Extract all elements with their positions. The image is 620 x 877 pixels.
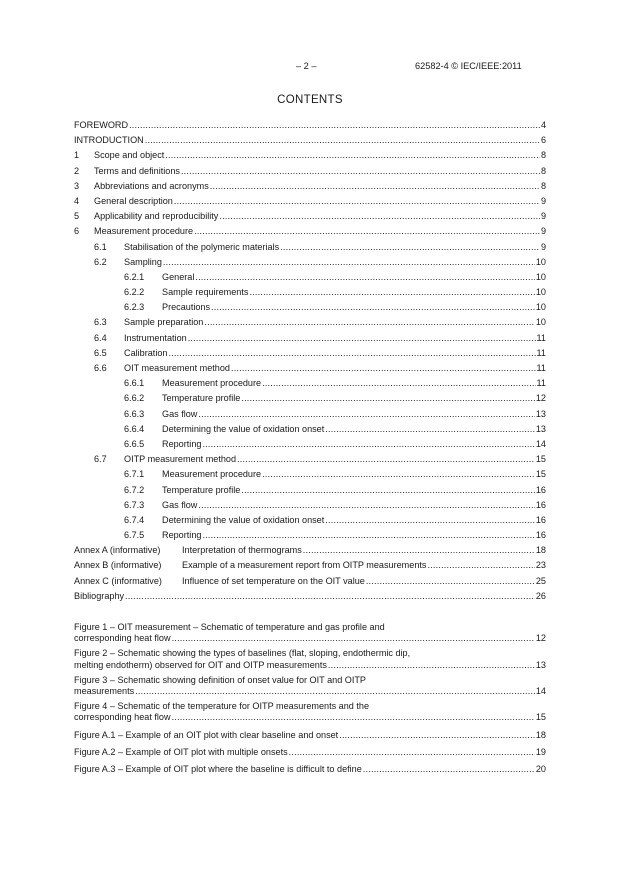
figure-entry-last-line	[74, 764, 546, 775]
toc-entry-page: 8	[540, 180, 546, 191]
toc-entry-page: 15	[535, 469, 546, 480]
leader-dots	[129, 118, 540, 133]
toc-entry-label: FOREWORD	[74, 120, 129, 130]
toc-entry[interactable]	[74, 240, 546, 255]
figure-entry-label: Figure A.3 – Example of OIT plot where the baseline is difficult to define	[74, 764, 362, 775]
leader-dots	[172, 712, 535, 723]
toc-entry-number: 6.6.1	[124, 378, 145, 389]
toc-entry[interactable]	[74, 270, 546, 285]
toc-entry[interactable]	[74, 391, 546, 406]
toc-entries	[74, 118, 546, 604]
toc-entry[interactable]	[74, 422, 546, 437]
toc-entry-label: Determining the value of oxidation onset	[162, 423, 325, 434]
figure-entry-first-line: Figure 3 – Schematic showing definition of onset value for OIT and OITP	[74, 674, 366, 685]
leader-dots	[163, 255, 535, 270]
toc-entry[interactable]	[74, 452, 546, 467]
figure-entry[interactable]	[74, 622, 546, 644]
toc-entry-page: 15	[535, 454, 546, 465]
toc-entry[interactable]	[74, 179, 546, 194]
figure-entry-label: corresponding heat flow	[74, 633, 171, 644]
leader-dots	[219, 209, 540, 224]
toc-entry[interactable]	[74, 148, 546, 163]
toc-entry[interactable]	[74, 133, 546, 148]
leader-dots	[427, 558, 534, 573]
toc-entry-number: 6	[74, 226, 80, 237]
toc-entry-number: 6.2	[94, 256, 107, 267]
leader-dots	[125, 589, 535, 604]
toc-entry-number: 6.6.2	[124, 393, 145, 404]
toc-entry-page: 10	[535, 256, 546, 267]
leader-dots	[366, 574, 535, 589]
figure-entry-page: 20	[535, 764, 546, 775]
figure-entry-page: 15	[535, 712, 546, 723]
toc-entry-number: 2	[74, 165, 80, 176]
toc-entry-label: Determining the value of oxidation onset	[162, 514, 325, 525]
toc-entry-page: 16	[535, 484, 546, 495]
toc-entry-number: 6.6	[94, 363, 107, 373]
toc-entry-page: 10	[535, 271, 546, 282]
toc-entry-page: 10	[535, 302, 546, 313]
toc-entry-page: 6	[540, 135, 546, 146]
leader-dots	[202, 528, 534, 543]
leader-dots	[188, 331, 536, 346]
toc-entry[interactable]	[74, 194, 546, 209]
toc-figures-gap	[74, 604, 546, 622]
leader-dots	[325, 422, 535, 437]
toc-entry-label: Reporting	[162, 530, 202, 541]
toc-entry-label: Sample requirements	[162, 287, 249, 298]
standard-reference: 62582-4 © IEC/IEEE:2011	[415, 61, 522, 71]
figure-entry-label: Figure A.2 – Example of OIT plot with multiple onsets	[74, 746, 288, 757]
toc-entry-page: 9	[540, 195, 546, 206]
leader-dots	[168, 346, 535, 361]
toc-entry-number: Annex C (informative)	[74, 575, 162, 586]
toc-entry-label: Gas flow	[162, 499, 198, 510]
leader-dots	[237, 452, 535, 467]
toc-entry-page: 8	[540, 150, 546, 161]
figure-entry[interactable]	[74, 675, 546, 697]
toc-entry-label: Abbreviations and acronyms	[94, 180, 209, 191]
figure-entry-last-line	[74, 633, 546, 644]
figure-entry-label: Figure A.1 – Example of an OIT plot with clear baseline and onset	[74, 729, 339, 740]
toc-entry-label: Reporting	[162, 438, 202, 449]
leader-dots	[172, 633, 535, 644]
toc-entry-page: 11	[536, 332, 546, 343]
toc-entry-number: 6.7.4	[124, 514, 145, 525]
toc-entry-page: 23	[535, 560, 546, 571]
toc-entry-number: 6.7.3	[124, 499, 145, 510]
leader-dots	[174, 194, 540, 209]
toc-entry[interactable]	[74, 300, 546, 315]
toc-entry-number: 6.7.1	[124, 469, 145, 480]
toc-entry[interactable]	[74, 558, 546, 573]
leader-dots	[181, 164, 540, 179]
toc-entry-label: INTRODUCTION	[74, 135, 144, 146]
toc-entry-label: General description	[94, 195, 173, 206]
toc-entry-page: 12	[535, 393, 546, 404]
toc-entry-label: Example of a measurement report from OITP measurements	[182, 560, 427, 571]
figure-entry-label: corresponding heat flow	[74, 712, 171, 723]
toc-entry[interactable]	[74, 543, 546, 558]
leader-dots	[325, 513, 535, 528]
leader-dots	[202, 437, 534, 452]
leader-dots	[289, 747, 535, 758]
figure-entry-label: melting endotherm) observed for OIT and OITP measurements	[74, 659, 327, 670]
leader-dots	[135, 686, 535, 697]
page-number: – 2 –	[296, 61, 317, 71]
figure-entry-last-line	[74, 712, 546, 723]
toc-entry[interactable]	[74, 513, 546, 528]
figure-entry-page: 19	[535, 746, 546, 757]
toc-entry-label: Gas flow	[162, 408, 198, 419]
toc-entry[interactable]	[74, 498, 546, 513]
figure-entry-page: 13	[535, 659, 546, 670]
toc-entry-number: 6.7.5	[124, 530, 145, 541]
toc-entry-label: OIT measurement method	[124, 363, 230, 373]
toc-entry-page: 25	[535, 575, 546, 586]
toc-entry-page: 11	[536, 378, 546, 389]
leader-dots	[211, 300, 535, 315]
toc-entry-number: 1	[74, 150, 80, 161]
toc-entry-number: 6.5	[94, 347, 107, 358]
contents-title: CONTENTS	[277, 94, 343, 106]
toc-entry[interactable]	[74, 574, 546, 589]
figure-entry[interactable]	[74, 701, 546, 723]
toc-entry[interactable]	[74, 407, 546, 422]
toc-entry[interactable]	[74, 483, 546, 498]
toc-entry-number: 6.2.3	[124, 302, 145, 313]
figure-entry-first-line: Figure 2 – Schematic showing the types of baselines (flat, sloping, endothermic dip,	[74, 648, 411, 659]
toc-entry[interactable]	[74, 437, 546, 452]
figure-entry-label: measurements	[74, 686, 135, 697]
toc-entry-page: 10	[535, 287, 546, 298]
figure-entry-page: 18	[535, 729, 546, 740]
leader-dots	[165, 148, 540, 163]
toc-entry[interactable]	[74, 376, 546, 391]
toc-entry-number: Annex B (informative)	[74, 560, 162, 571]
toc-entry-page: 10	[535, 317, 546, 328]
toc-entry-number: 6.1	[94, 241, 107, 252]
leader-dots	[145, 133, 540, 148]
toc-entry-page: 9	[540, 226, 546, 237]
figure-entry-first-line: Figure 1 – OIT measurement – Schematic of temperature and gas profile and	[74, 622, 385, 632]
leader-dots	[198, 407, 534, 422]
toc-entry[interactable]	[74, 361, 546, 376]
toc-entry-label: Terms and definitions	[94, 165, 180, 176]
leader-dots	[194, 224, 540, 239]
toc-entry-label: General	[162, 271, 195, 282]
toc-entry-label: Measurement procedure	[162, 378, 262, 389]
leader-dots	[249, 285, 534, 300]
toc-entry-label: Temperature profile	[162, 484, 241, 495]
toc-entry-label: OITP measurement method	[124, 454, 237, 465]
toc-entry-page: 13	[535, 423, 546, 434]
figure-entry-page: 12	[535, 633, 546, 644]
toc-entry-number: 6.2.1	[124, 271, 145, 282]
toc-entry-page: 16	[535, 530, 546, 541]
leader-dots	[303, 543, 535, 558]
toc-entry[interactable]	[74, 528, 546, 543]
toc-entry-number: 6.6.5	[124, 438, 145, 449]
toc-entry-page: 18	[535, 545, 546, 556]
toc-entry-page: 26	[535, 590, 546, 601]
figure-entry-page: 14	[535, 686, 546, 697]
figure-entry[interactable]	[74, 747, 546, 758]
toc-entry-label: Calibration	[124, 347, 168, 358]
toc-entry-label: Applicability and reproducibility	[94, 211, 219, 222]
figure-list	[74, 622, 546, 775]
toc-entry-number: 6.2.2	[124, 287, 145, 298]
toc-entry[interactable]	[74, 224, 546, 239]
toc-entry[interactable]	[74, 467, 546, 482]
toc-entry-label: Instrumentation	[124, 332, 187, 343]
toc-entry-number: 6.6.3	[124, 408, 145, 419]
leader-dots	[262, 467, 535, 482]
toc-entry-label: Temperature profile	[162, 393, 241, 404]
leader-dots	[204, 315, 535, 330]
toc-entry[interactable]	[74, 209, 546, 224]
toc-entry-label: Stabilisation of the polymeric materials	[124, 241, 280, 252]
figure-entry-last-line	[74, 660, 546, 671]
toc-entry-number: 6.6.4	[124, 423, 145, 434]
toc-entry-label: Precautions	[162, 302, 211, 313]
leader-dots	[241, 391, 535, 406]
leader-dots	[262, 376, 535, 391]
toc-entry-page: 9	[540, 241, 546, 252]
leader-dots	[328, 660, 535, 671]
toc-entry-page: 11	[536, 363, 546, 373]
toc-entry-label: Measurement procedure	[162, 469, 262, 480]
leader-dots	[339, 730, 535, 741]
leader-dots	[280, 240, 540, 255]
toc-entry-page: 11	[536, 347, 546, 358]
toc-entry-label: Scope and object	[94, 150, 165, 161]
leader-dots	[198, 498, 534, 513]
toc-entry-page: 8	[540, 165, 546, 176]
toc-entry-label: Measurement procedure	[94, 226, 194, 237]
toc-entry-page: 14	[535, 438, 546, 449]
toc-entry-label: Interpretation of thermograms	[182, 545, 302, 556]
figure-entry[interactable]	[74, 648, 546, 670]
table-of-contents	[74, 118, 546, 775]
toc-entry-number: 6.3	[94, 317, 107, 328]
figure-entry-last-line	[74, 730, 546, 741]
toc-entry-label: Bibliography	[74, 590, 125, 601]
leader-dots	[241, 483, 535, 498]
toc-entry-label: Sample preparation	[124, 317, 204, 328]
leader-dots	[231, 361, 536, 376]
page-header	[0, 61, 620, 75]
toc-entry-label: Influence of set temperature on the OIT value	[182, 575, 365, 586]
toc-entry-label: Sampling	[124, 256, 162, 267]
toc-entry-page: 16	[535, 499, 546, 510]
toc-entry[interactable]	[74, 331, 546, 346]
toc-entry-number: 4	[74, 195, 80, 206]
leader-dots	[195, 270, 535, 285]
toc-entry[interactable]	[74, 255, 546, 270]
figure-entry[interactable]	[74, 764, 546, 775]
figure-entry-first-line: Figure 4 – Schematic of the temperature for OITP measurements and the	[74, 701, 370, 712]
toc-entry[interactable]	[74, 315, 546, 330]
toc-entry[interactable]	[74, 346, 546, 361]
leader-dots	[363, 764, 535, 775]
toc-entry-page: 9	[540, 211, 546, 222]
leader-dots	[210, 179, 540, 194]
toc-entry-page: 13	[535, 408, 546, 419]
toc-entry-number: 3	[74, 180, 80, 191]
toc-entry-number: 6.7.2	[124, 484, 145, 495]
toc-entry-number: 6.4	[94, 332, 107, 343]
toc-entry-number: 6.7	[94, 454, 107, 465]
toc-entry-number: 5	[74, 211, 80, 222]
figure-entry-last-line	[74, 686, 546, 697]
toc-entry[interactable]	[74, 285, 546, 300]
toc-entry-page: 16	[535, 514, 546, 525]
toc-entry[interactable]	[74, 589, 546, 604]
toc-entry-number: Annex A (informative)	[74, 545, 161, 556]
toc-entry[interactable]	[74, 118, 546, 133]
figure-entry[interactable]	[74, 730, 546, 741]
toc-entry-page: 4	[540, 120, 546, 130]
figure-entry-last-line	[74, 747, 546, 758]
toc-entry[interactable]	[74, 164, 546, 179]
